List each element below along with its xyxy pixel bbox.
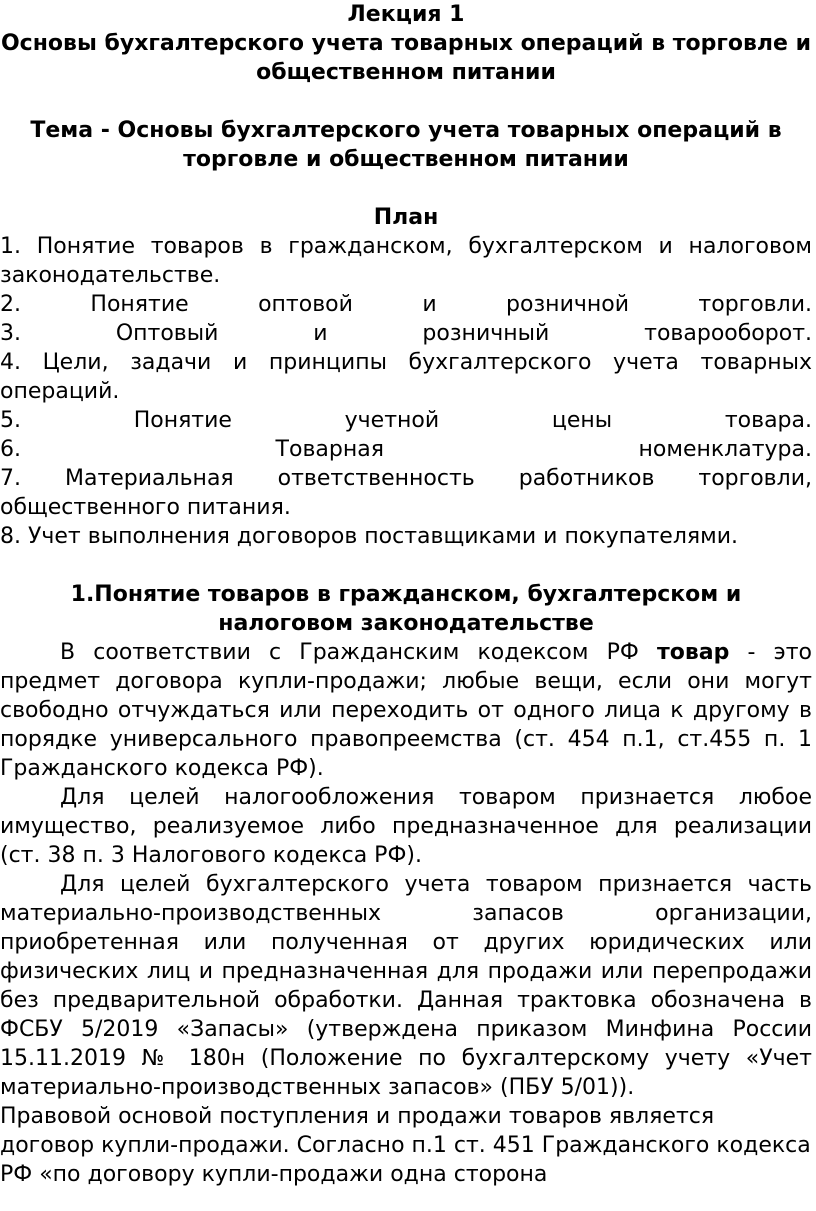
text-run: - это предмет договора купли-продажи; любые вещи, если они могут свободно отчуждаться или переходить от одного лица к другому в порядке универсального правопреемства (ст. 454 п.1, ст.455 п. 1 Гражданского кодекса РФ). [0, 640, 812, 781]
plan-list [0, 232, 812, 551]
plan-item: 8. Учет выполнения договоров поставщиками и покупателями. [0, 524, 739, 549]
spacer [0, 551, 812, 580]
paragraph-accounting: Для целей бухгалтерского учета товаром признается часть материально-производственных запасов организации, приобретенная или полученная от других юридических или физических лиц и предназначенная для продажи или перепродажи без предварительной обработки. Данная трактовка обозначена в ФСБУ 5/2019 «Запасы» (утверждена приказом Минфина России 15.11.2019 № 180н (Положение по бухгалтерскому учету «Учет материально-производственных запасов» (ПБУ 5/01)). [0, 872, 812, 1100]
lecture-topic: Тема - Основы бухгалтерского учета товарных операций в торговле и общественном питании [30, 118, 782, 172]
paragraph-legal-basis: Правовой основой поступления и продажи товаров является договор купли-продажи. Согласно п.1 ст. 451 Гражданского кодекса РФ «по договору купли-продажи одна сторона [0, 1104, 811, 1187]
plan-item: 4. Цели, задачи и принципы бухгалтерского учета товарных операций. [0, 350, 812, 404]
paragraph-tax-code: Для целей налогообложения товаром признается любое имущество, реализуемое либо предназначенное для реализации (ст. 38 п. 3 Налогового кодекса РФ). [0, 785, 812, 868]
term-bold: товар [656, 640, 730, 665]
plan-item: 2. Понятие оптовой и розничной торговли. [0, 292, 812, 317]
spacer [0, 174, 812, 203]
plan-item: 5. Понятие учетной цены товара. [0, 408, 812, 433]
plan-item: 1. Понятие товаров в гражданском, бухгалтерском и налоговом законодательстве. [0, 234, 812, 288]
plan-item: 6. Товарная номенклатура. [0, 437, 812, 462]
paragraph-civil-code [0, 638, 812, 783]
plan-item: 3. Оптовый и розничный товарооборот. [0, 321, 812, 346]
plan-heading: План [373, 205, 439, 230]
lecture-title: Основы бухгалтерского учета товарных операций в торговле и общественном питании [0, 31, 812, 85]
spacer [0, 87, 812, 116]
lecture-number: Лекция 1 [347, 2, 465, 27]
text-run: В соответствии с Гражданским кодексом РФ [60, 640, 657, 665]
section-heading: 1.Понятие товаров в гражданском, бухгалтерском и налоговом законодательстве [70, 582, 742, 636]
plan-item: 7. Материальная ответственность работников торговли, общественного питания. [0, 466, 812, 520]
